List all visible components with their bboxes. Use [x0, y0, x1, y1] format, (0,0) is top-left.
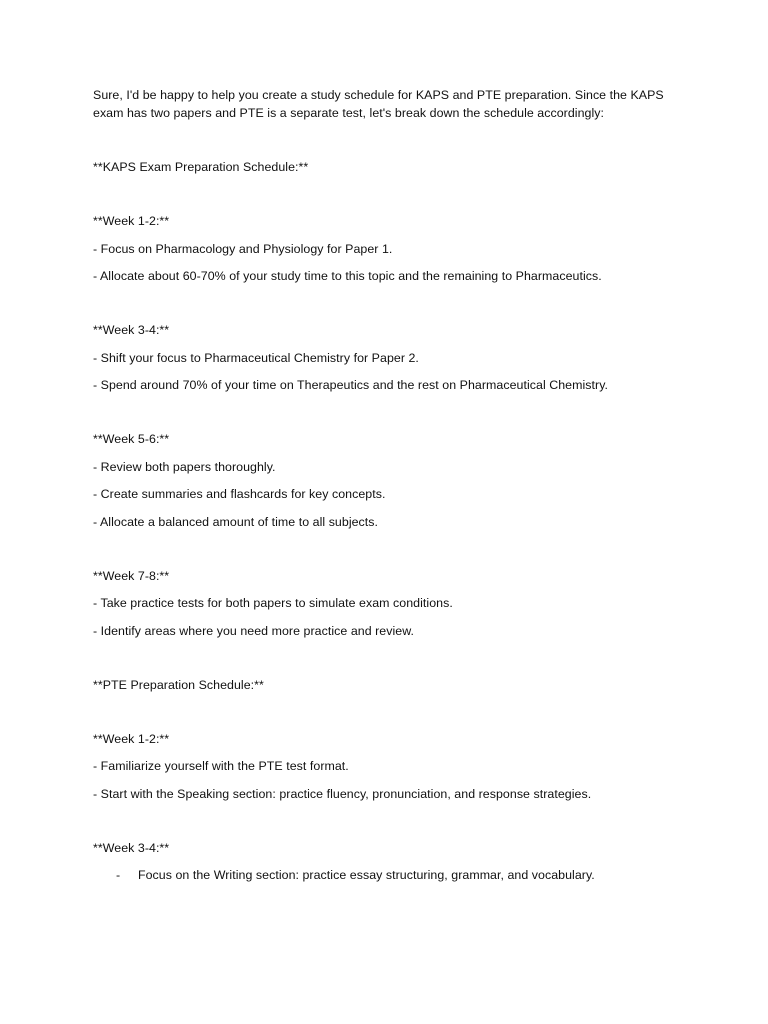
kaps-week-7-8-title: **Week 7-8:** [93, 568, 170, 583]
list-item: - Identify areas where you need more practice and review. [93, 623, 415, 638]
list-item-text: Focus on the Writing section: practice essay structuring, grammar, and vocabulary. [138, 868, 595, 882]
list-item: - Take practice tests for both papers to simulate exam conditions. [93, 596, 453, 610]
kaps-heading: **KAPS Exam Preparation Schedule:** [93, 160, 309, 174]
list-item: - Allocate a balanced amount of time to all subjects. [93, 514, 379, 529]
list-item: - Review both papers thoroughly. [93, 459, 276, 474]
list-item: - Spend around 70% of your time on Therapeutics and the rest on Pharmaceutical Chemistry. [93, 378, 609, 392]
list-item: - Familiarize yourself with the PTE test format. [93, 759, 349, 773]
pte-week-3-4-title: **Week 3-4:** [93, 840, 170, 855]
pte-heading: **PTE Preparation Schedule:** [93, 677, 264, 692]
list-item: - Start with the Speaking section: practice fluency, pronunciation, and response strategies. [93, 786, 592, 801]
pte-week-1-2-title: **Week 1-2:** [93, 731, 170, 746]
intro-paragraph: Sure, I'd be happy to help you create a study schedule for KAPS and PTE preparation. Since the KAPS exam has two papers and PTE is a separate test, let's break down the schedule accordingly: [93, 88, 664, 120]
kaps-week-1-2-title: **Week 1-2:** [93, 214, 170, 228]
list-item: - Focus on Pharmacology and Physiology for Paper 1. [93, 241, 393, 256]
list-item: - Shift your focus to Pharmaceutical Chemistry for Paper 2. [93, 350, 419, 365]
list-item [93, 866, 683, 884]
document-body [93, 86, 683, 884]
bullet-dash: - [116, 868, 121, 882]
list-item: - Allocate about 60-70% of your study time to this topic and the remaining to Pharmaceutics. [93, 269, 602, 283]
kaps-week-3-4-title: **Week 3-4:** [93, 323, 170, 337]
kaps-week-5-6-title: **Week 5-6:** [93, 432, 170, 446]
list-item: - Create summaries and flashcards for key concepts. [93, 487, 386, 501]
